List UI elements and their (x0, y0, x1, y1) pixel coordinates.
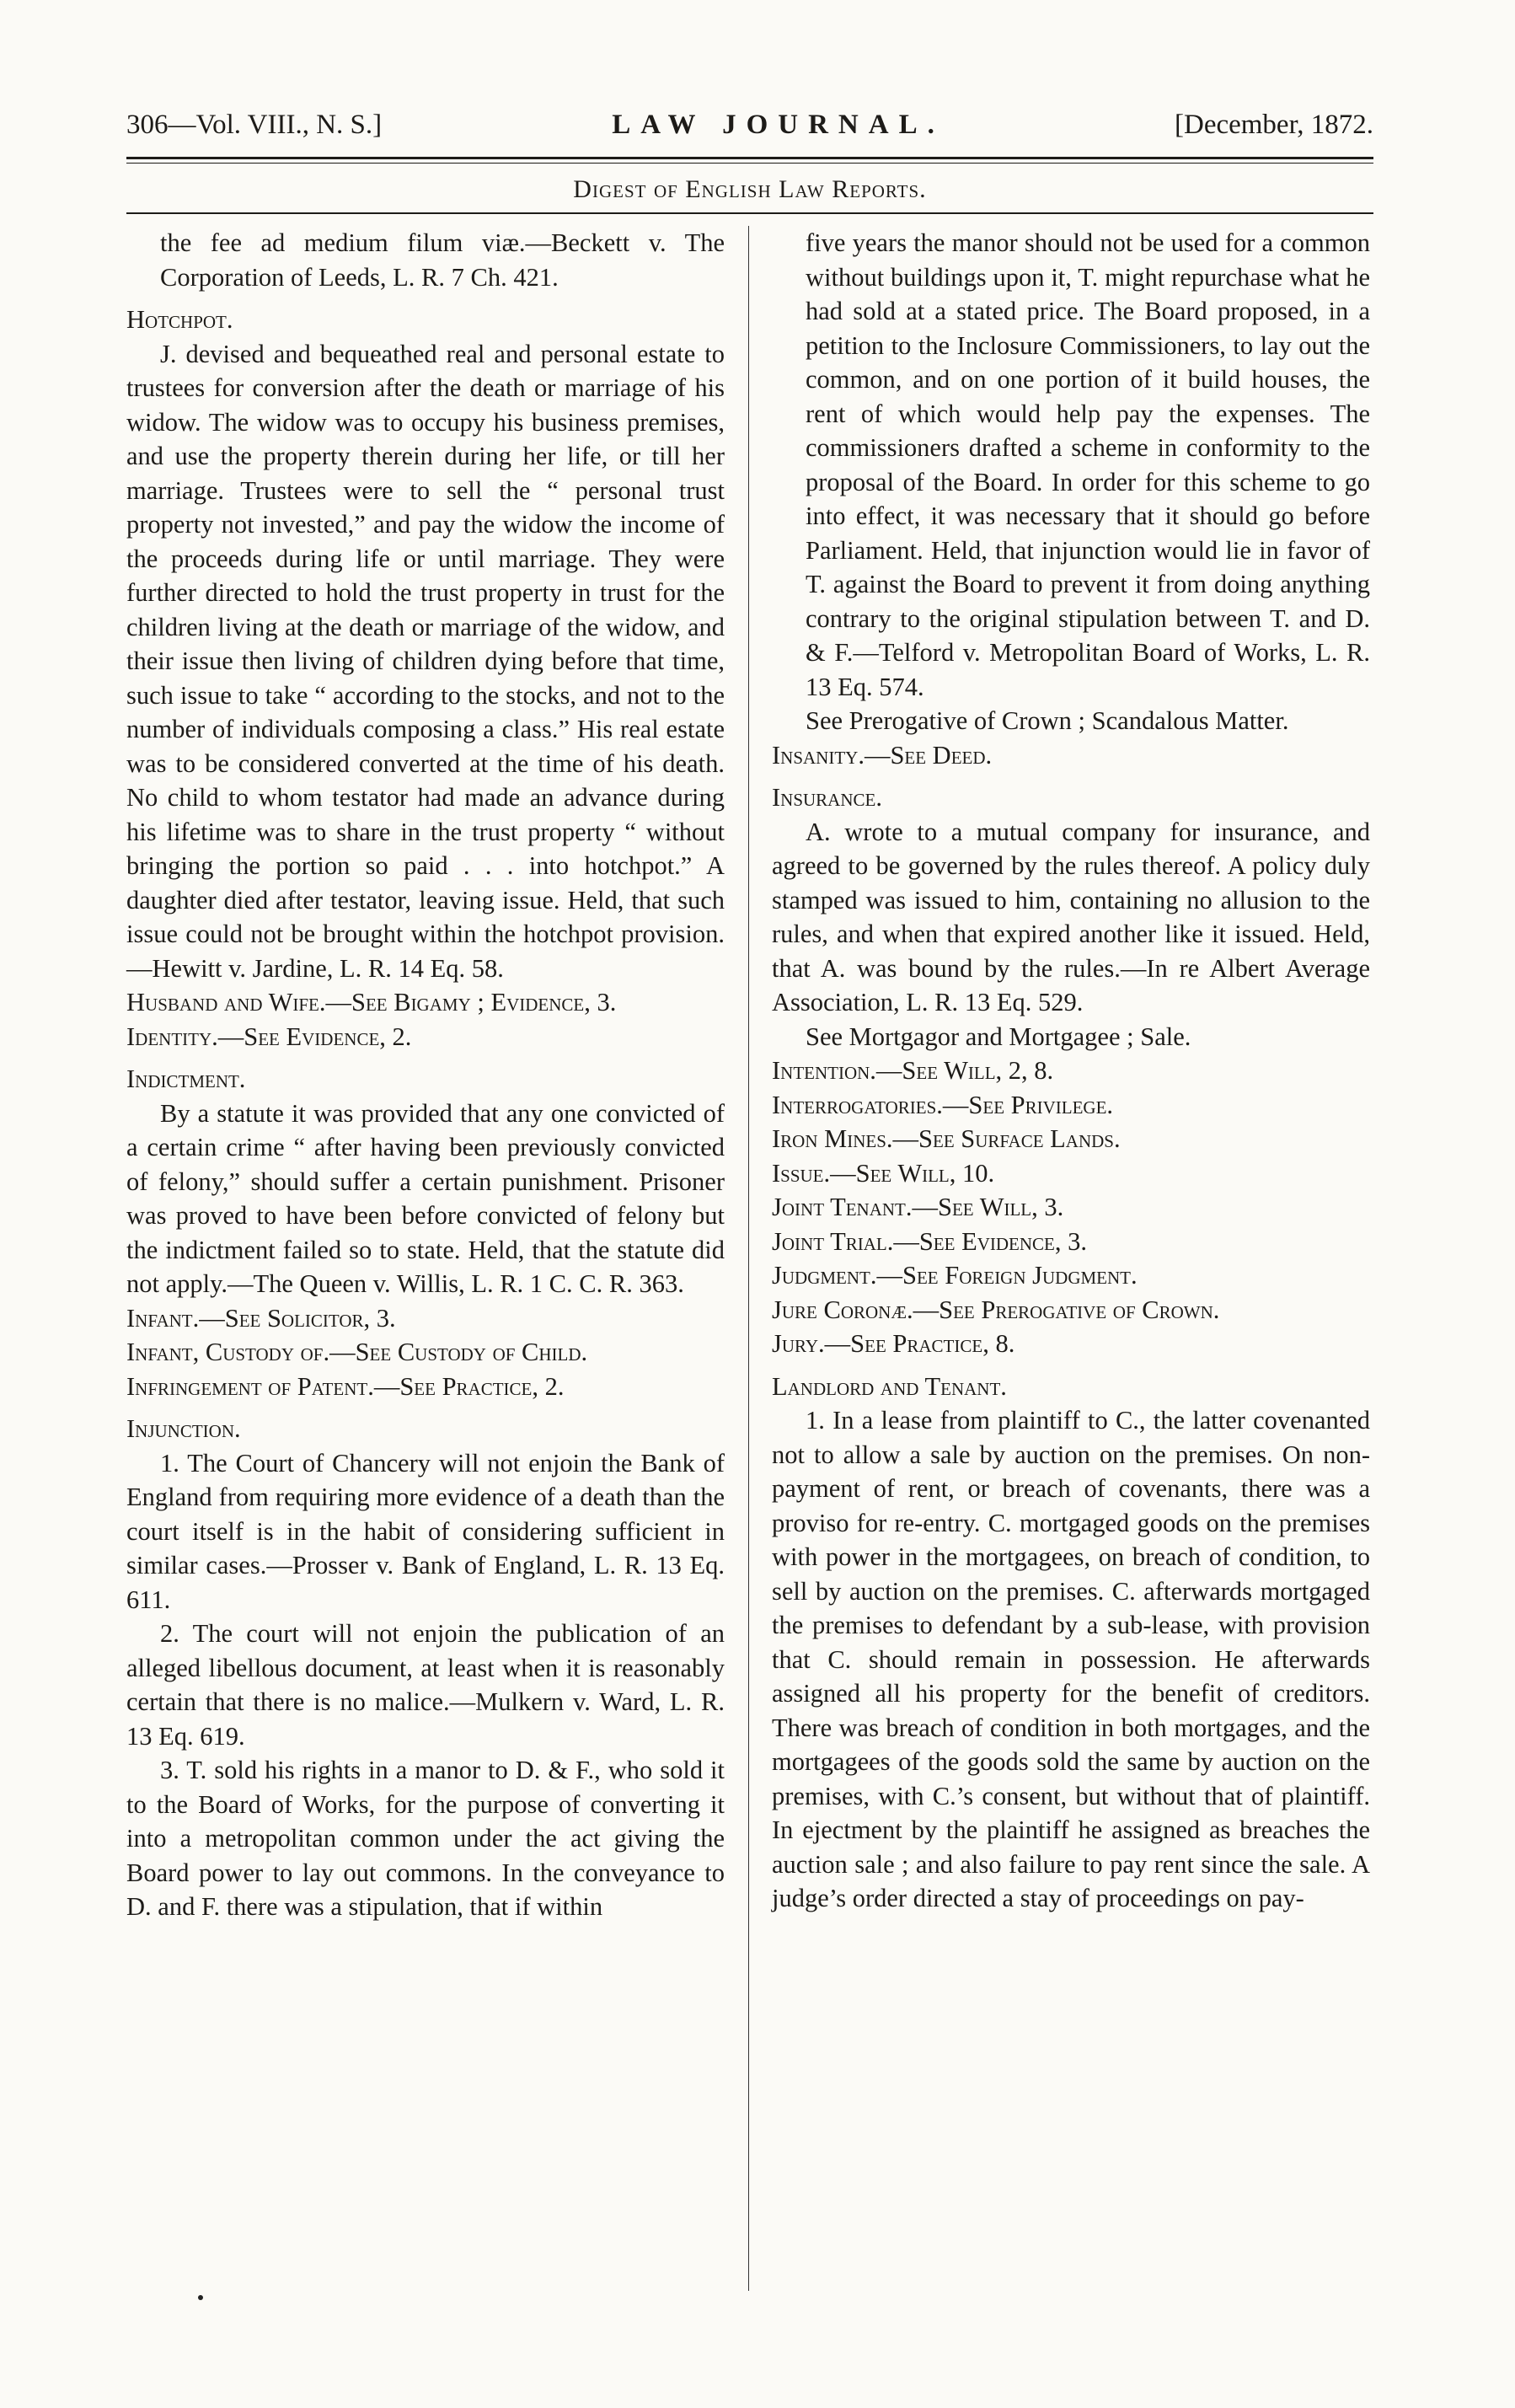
digest-paragraph: 2. The court will not enjoin the publication of an alleged libellous document, at least when it is reasonably certain that there is no malice.—Mulkern v. Ward, L. R. 13 Eq. 619. (126, 1619, 725, 1751)
digest-paragraph: A. wrote to a mutual company for insurance, and agreed to be governed by the rules thereof. A policy duly stamped was issued to him, containing no allusion to the rules, and when that expired another like it issued. Held, that A. was bound by the rules.—In re Albert Average Association, L. R. 13 Eq. 529. (772, 817, 1370, 1016)
column-divider (748, 226, 749, 2291)
text-columns (126, 226, 1373, 2316)
right-column (743, 226, 1370, 2316)
digest-paragraph: five years the manor should not be used for a common without buildings upon it, T. might repurchase what he had sold at a stated price. The Board proposed, in a petition to the Inclosure Commissioners, to lay out the common, and on one portion of it build houses, the rent of which would help pay the expenses. The commissioners drafted a scheme in conformity to the proposal of the Board. In order for this scheme to go into effect, it was necessary that it should go before Parliament. Held, that injunction would lie in favor of T. against the Board to prevent it from doing anything contrary to the original stipulation between T. and D. & F.—Telford v. Metropolitan Board of Works, L. R. 13 Eq. 574. (806, 228, 1370, 701)
digest-paragraph: 3. T. sold his rights in a manor to D. & F., who sold it to the Board of Works, for the purpose of converting it into a metropolitan common under the act giving the Board power to lay out commons. In the conveyance to D. and F. there was a stipulation, that if within (126, 1756, 725, 1921)
cross-reference: Jury.—See Practice, 8. (772, 1329, 1015, 1358)
digest-paragraph: By a statute it was provided that any one convicted of a certain crime “ after having been previously convicted of felony,” should suffer a certain punishment. Prisoner was proved to have been before convicted of felony but the indictment failed so to state. Held, that the statute did not apply.—The Queen v. Willis, L. R. 1 C. C. R. 363. (126, 1098, 725, 1298)
cross-reference: Identity.—See Evidence, 2. (126, 1022, 412, 1051)
entry-heading: Insurance. (772, 783, 882, 812)
cross-reference: Issue.—See Will, 10. (772, 1158, 995, 1188)
digest-paragraph: 1. In a lease from plaintiff to C., the latter covenanted not to allow a sale by auction on the premises. On non-payment of rent, or breach of covenants, there was a proviso for re-entry. C. mortgaged goods on the premises with power in the mortgagees, on breach of condition, to sell by auction on the premises. C. afterwards mortgaged the premises to defendant by a sub-lease, with provision that C. should remain in possession. He afterwards assigned all his property for the benefit of creditors. There was breach of condition in both mortgages, and the mortgagees of the goods sold the same by auction on the premises, with C.’s consent, but without that of plaintiff. In ejectment by the plaintiff he assigned as breaches the auction sale ; and also failure to pay rent since the sale. A judge’s order directed a stay of proceedings on pay- (772, 1406, 1370, 1912)
cross-reference: Infant, Custody of.—See Custody of Child. (126, 1338, 588, 1366)
page-number-volume: 306—Vol. VIII., N. S.] (126, 110, 383, 140)
cross-reference: Infringement of Patent.—See Practice, 2. (126, 1371, 565, 1401)
entry-heading: Landlord and Tenant. (772, 1371, 1007, 1401)
journal-title: LAW JOURNAL. (612, 110, 945, 140)
page (126, 110, 1373, 2316)
cross-reference: Interrogatories.—See Privilege. (772, 1090, 1114, 1119)
issue-date: [December, 1872. (1175, 110, 1373, 140)
cross-reference: Intention.—See Will, 2, 8. (772, 1056, 1054, 1085)
digest-paragraph: J. devised and bequeathed real and personal estate to trustees for conversion after the death or marriage of his widow. The widow was to occupy his business premises, and use the property therein during her life, or till her marriage. Trustees were to sell the “ personal trust property not invested,” and pay the widow the income of the proceeds during life or until marriage. They were further directed to hold the trust property in trust for the children living at the death or marriage of the widow, and their issue then living of children dying before that time, such issue to take “ according to the stocks, and not to the number of individuals composing a class.” His real estate was to be considered converted at the time of his death. No child to whom testator had made an advance during his lifetime was to share in the trust property “ without bringing the portion so paid . . . into hotchpot.” A daughter died after testator, leaving issue. Held, that such issue could not be brought within the hotchpot provision.—Hewitt v. Jardine, L. R. 14 Eq. 58. (126, 339, 725, 983)
section-rule (126, 212, 1373, 214)
section-title: Digest of English Law Reports. (573, 175, 927, 203)
digest-paragraph: 1. The Court of Chancery will not enjoin the Bank of England from requiring more evidence of a death than the court itself is in the habit of considering sufficient in similar cases.—Prosser v. Bank of England, L. R. 13 Eq. 611. (126, 1448, 725, 1614)
header-rule-thick (126, 157, 1373, 159)
running-head (126, 110, 1373, 152)
cross-reference: Insanity.—See Deed. (772, 740, 993, 770)
cross-reference: Joint Tenant.—See Will, 3. (772, 1193, 1064, 1221)
cross-reference: Husband and Wife.—See Bigamy ; Evidence, 3. (126, 988, 617, 1016)
cross-reference: Joint Trial.—See Evidence, 3. (772, 1226, 1087, 1256)
digest-paragraph: See Mortgagor and Mortgagee ; Sale. (806, 1022, 1191, 1051)
entry-heading: Hotchpot. (126, 305, 233, 334)
cross-reference: Jure Coronæ.—See Prerogative of Crown. (772, 1295, 1220, 1324)
cross-reference: Infant.—See Solicitor, 3. (126, 1303, 396, 1333)
entry-heading: Indictment. (126, 1065, 246, 1093)
cross-reference: Judgment.—See Foreign Judgment. (772, 1261, 1138, 1290)
digest-paragraph: See Prerogative of Crown ; Scandalous Matter. (806, 706, 1289, 735)
cross-reference: Iron Mines.—See Surface Lands. (772, 1124, 1121, 1153)
stray-dot (198, 2295, 203, 2300)
entry-heading: Injunction. (126, 1414, 241, 1443)
digest-paragraph: the fee ad medium filum viæ.—Beckett v. The Corporation of Leeds, L. R. 7 Ch. 421. (160, 228, 725, 292)
left-column (126, 226, 743, 2316)
